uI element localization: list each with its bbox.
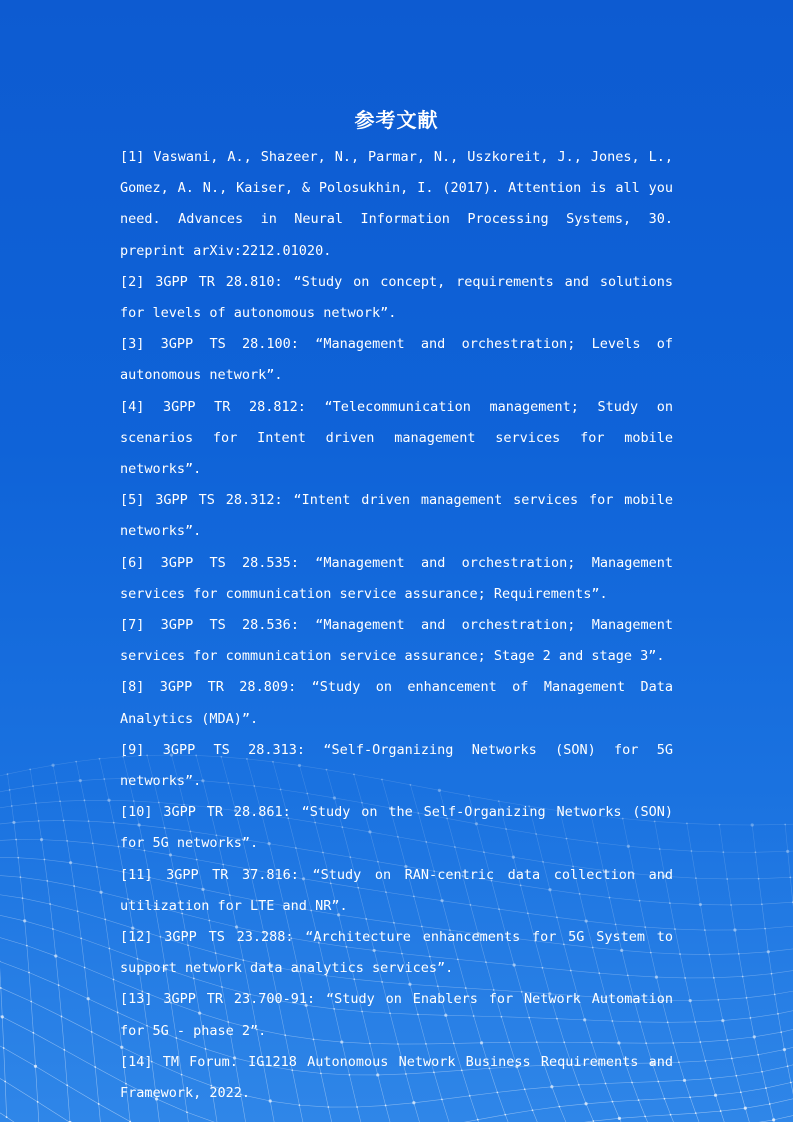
reference-item-3: [3] 3GPP TS 28.100: “Management and orchestration; Levels of autonomous network”. (120, 336, 673, 384)
reference-item-6: [6] 3GPP TS 28.535: “Management and orchestration; Management services for communication service assurance; Requirements”. (120, 554, 673, 602)
reference-item-5: [5] 3GPP TS 28.312: “Intent driven management services for mobile networks”. (120, 492, 673, 540)
page-title: 参考文献 (354, 108, 439, 132)
references-page (120, 100, 673, 1109)
reference-list (120, 142, 673, 1109)
reference-item-2: [2] 3GPP TR 28.810: “Study on concept, requirements and solutions for levels of autonomous network”. (120, 273, 673, 322)
reference-item-8: [8] 3GPP TR 28.809: “Study on enhancement of Management Data Analytics (MDA)”. (120, 679, 673, 727)
reference-item-11: [11] 3GPP TR 37.816: “Study on RAN-centric data collection and utilization for LTE and NR”. (120, 866, 673, 914)
reference-item-13: [13] 3GPP TR 23.700-91: “Study on Enablers for Network Automation for 5G - phase 2”. (120, 991, 673, 1039)
reference-item-12: [12] 3GPP TS 23.288: “Architecture enhancements for 5G System to support network data analytics services”. (120, 929, 673, 977)
reference-item-14: [14] TM Forum. IG1218 Autonomous Network Business Requirements and Framework, 2022. (120, 1053, 673, 1102)
reference-item-4: [4] 3GPP TR 28.812: “Telecommunication management; Study on scenarios for Intent driven management services for mobile networks”. (120, 398, 673, 478)
reference-item-1: [1] Vaswani, A., Shazeer, N., Parmar, N., Uszkoreit, J., Jones, L., Gomez, A. N., Kaiser, & Polosukhin, I. (2017). Attention is all you need. Advances in Neural Information Processing Systems, 30. preprint arXiv:2212.01020. (120, 149, 673, 259)
reference-item-9: [9] 3GPP TS 28.313: “Self-Organizing Networks (SON) for 5G networks”. (120, 741, 673, 790)
reference-item-10: [10] 3GPP TR 28.861: “Study on the Self-Organizing Networks (SON) for 5G networks”. (120, 804, 673, 852)
reference-item-7: [7] 3GPP TS 28.536: “Management and orchestration; Management services for communication service assurance; Stage 2 and stage 3”. (120, 617, 673, 665)
